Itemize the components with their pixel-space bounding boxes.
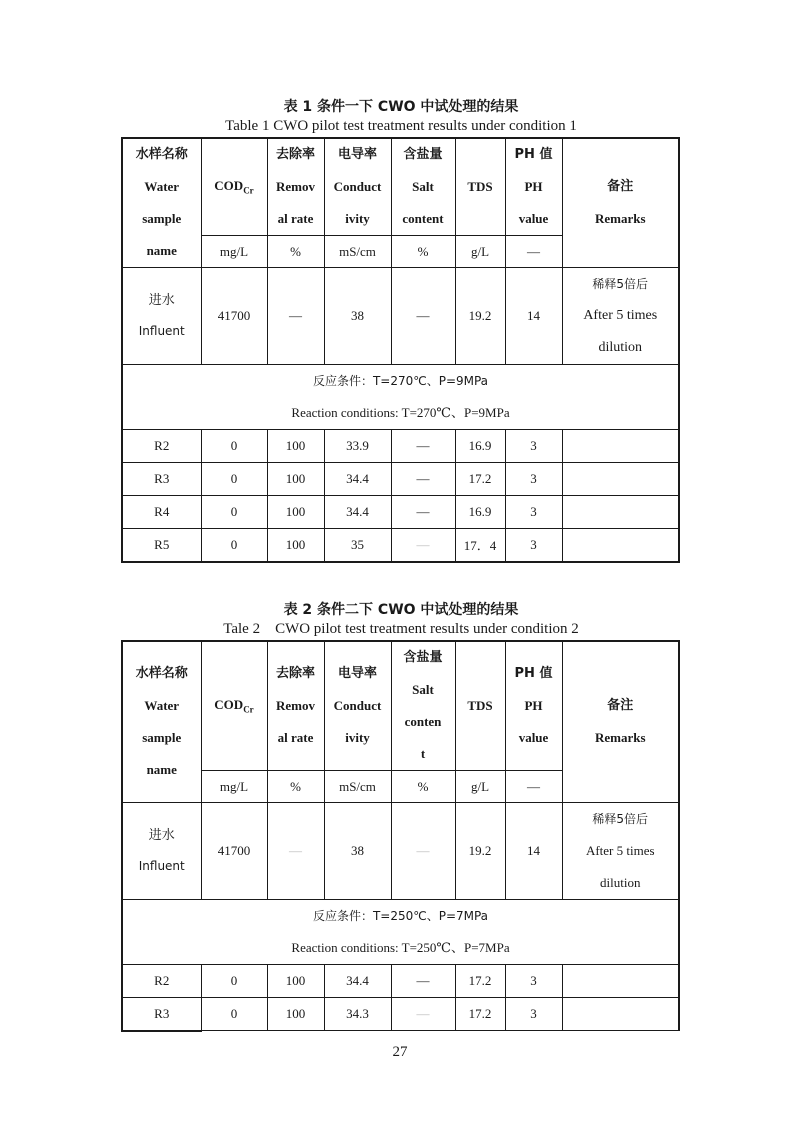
table1-caption-en: Table 1 CWO pilot test treatment results under condition 1 [225, 118, 577, 134]
header-removal-rate: 去除率 Remov al rate [267, 138, 324, 236]
cell-tds: 17.2 [455, 463, 505, 496]
unit-cod: mg/L [201, 771, 267, 803]
table2 [121, 640, 680, 1032]
header-sample-name: 水样名称 Water sample name [122, 641, 201, 803]
table1 [121, 137, 680, 563]
influent-ph: 14 [505, 803, 562, 900]
influent-cod: 41700 [201, 803, 267, 900]
cell-removal: 100 [267, 965, 324, 998]
cell-name: R3 [122, 998, 201, 1031]
influent-name: 进水 Influent [122, 268, 201, 365]
cell-remarks [562, 496, 679, 529]
reaction-conditions: 反应条件：T=250℃、P=7MPa Reaction conditions: T=250℃、P=7MPa [122, 900, 679, 965]
header-remarks: 备注 Remarks [562, 641, 679, 803]
influent-tds: 19.2 [455, 268, 505, 365]
cell-name: R5 [122, 529, 201, 562]
cell-name: R2 [122, 430, 201, 463]
cell-ph: 3 [505, 463, 562, 496]
cell-removal: 100 [267, 430, 324, 463]
cell-name: R4 [122, 496, 201, 529]
influent-ph: 14 [505, 268, 562, 365]
cell-tds: 16.9 [455, 430, 505, 463]
header-cod: $COD_{Cr}$ [201, 138, 267, 236]
cell-conductivity: 34.3 [324, 998, 391, 1031]
table2-influent-row [122, 803, 679, 900]
header-removal-rate: 去除率 Remov al rate [267, 641, 324, 771]
header-salt-content: 含盐量 Salt conten t [391, 641, 455, 771]
influent-name: 进水 Influent [122, 803, 201, 900]
cell-salt: — [391, 998, 455, 1031]
unit-removal: % [267, 771, 324, 803]
cell-ph: 3 [505, 529, 562, 562]
unit-tds: g/L [455, 771, 505, 803]
influent-cod: 41700 [201, 268, 267, 365]
unit-tds: g/L [455, 236, 505, 268]
influent-conductivity: 38 [324, 803, 391, 900]
cell-conductivity: 34.4 [324, 965, 391, 998]
header-tds: TDS [455, 641, 505, 771]
influent-tds: 19.2 [455, 803, 505, 900]
cell-cod: 0 [201, 496, 267, 529]
cell-tds: 16.9 [455, 496, 505, 529]
cell-remarks [562, 463, 679, 496]
cell-ph: 3 [505, 430, 562, 463]
header-ph-value: PH 值 PH value [505, 641, 562, 771]
influent-remarks: 稀释5倍后 After 5 times dilution [562, 803, 679, 900]
cell-salt: — [391, 529, 455, 562]
header-salt-content: 含盐量 Salt content [391, 138, 455, 236]
header-conductivity: 电导率 Conduct ivity [324, 138, 391, 236]
cell-cod: 0 [201, 430, 267, 463]
cell-remarks [562, 529, 679, 562]
header-conductivity: 电导率 Conduct ivity [324, 641, 391, 771]
influent-salt: — [391, 803, 455, 900]
header-sample-name: 水样名称 Water sample name [122, 138, 201, 268]
unit-conductivity: mS/cm [324, 236, 391, 268]
cell-tds: 17．4 [455, 529, 505, 562]
cell-salt: — [391, 496, 455, 529]
table2-caption-cn: 表 2 条件二下 CWO 中试处理的结果 [283, 602, 519, 618]
unit-salt: % [391, 236, 455, 268]
table-row [122, 463, 679, 496]
cell-removal: 100 [267, 496, 324, 529]
table-row [122, 965, 679, 998]
influent-salt: — [391, 268, 455, 365]
header-cod: $COD_{Cr}$ [201, 641, 267, 771]
cell-remarks [562, 965, 679, 998]
unit-removal: % [267, 236, 324, 268]
header-remarks: 备注 Remarks [562, 138, 679, 268]
cell-ph: 3 [505, 496, 562, 529]
header-tds: TDS [455, 138, 505, 236]
table1-influent-row [122, 268, 679, 365]
table-row [122, 430, 679, 463]
unit-conductivity: mS/cm [324, 771, 391, 803]
cell-cod: 0 [201, 529, 267, 562]
unit-ph: — [505, 236, 562, 268]
table1-caption-cn: 表 1 条件一下 CWO 中试处理的结果 [283, 99, 519, 115]
table-row [122, 529, 679, 562]
cell-conductivity: 33.9 [324, 430, 391, 463]
cell-salt: — [391, 463, 455, 496]
influent-removal: — [267, 268, 324, 365]
cell-salt: — [391, 430, 455, 463]
cell-conductivity: 34.4 [324, 463, 391, 496]
cell-conductivity: 34.4 [324, 496, 391, 529]
cell-cod: 0 [201, 965, 267, 998]
cell-salt: — [391, 965, 455, 998]
cell-removal: 100 [267, 998, 324, 1031]
cell-tds: 17.2 [455, 998, 505, 1031]
cell-cod: 0 [201, 998, 267, 1031]
reaction-conditions: 反应条件：T=270℃、P=9MPa Reaction conditions: T=270℃、P=9MPa [122, 365, 679, 430]
unit-salt: % [391, 771, 455, 803]
cell-remarks [562, 430, 679, 463]
cell-conductivity: 35 [324, 529, 391, 562]
influent-conductivity: 38 [324, 268, 391, 365]
influent-remarks: 稀释5倍后 After 5 times dilution [562, 268, 679, 365]
cell-cod: 0 [201, 463, 267, 496]
unit-cod: mg/L [201, 236, 267, 268]
page-number: 27 [392, 1044, 408, 1060]
table2-caption-en: Tale 2 CWO pilot test treatment results under condition 2 [223, 621, 579, 637]
influent-removal: — [267, 803, 324, 900]
cell-removal: 100 [267, 463, 324, 496]
table1-header-row [122, 138, 679, 236]
cell-name: R2 [122, 965, 201, 998]
cell-remarks [562, 998, 679, 1031]
cell-tds: 17.2 [455, 965, 505, 998]
unit-ph: — [505, 771, 562, 803]
table2-conditions-row [122, 900, 679, 965]
table2-header-row [122, 641, 679, 771]
table1-conditions-row [122, 365, 679, 430]
table-row [122, 496, 679, 529]
cell-ph: 3 [505, 998, 562, 1031]
header-ph-value: PH 值 PH value [505, 138, 562, 236]
cell-name: R3 [122, 463, 201, 496]
cell-ph: 3 [505, 965, 562, 998]
cell-removal: 100 [267, 529, 324, 562]
table-row [122, 998, 679, 1031]
